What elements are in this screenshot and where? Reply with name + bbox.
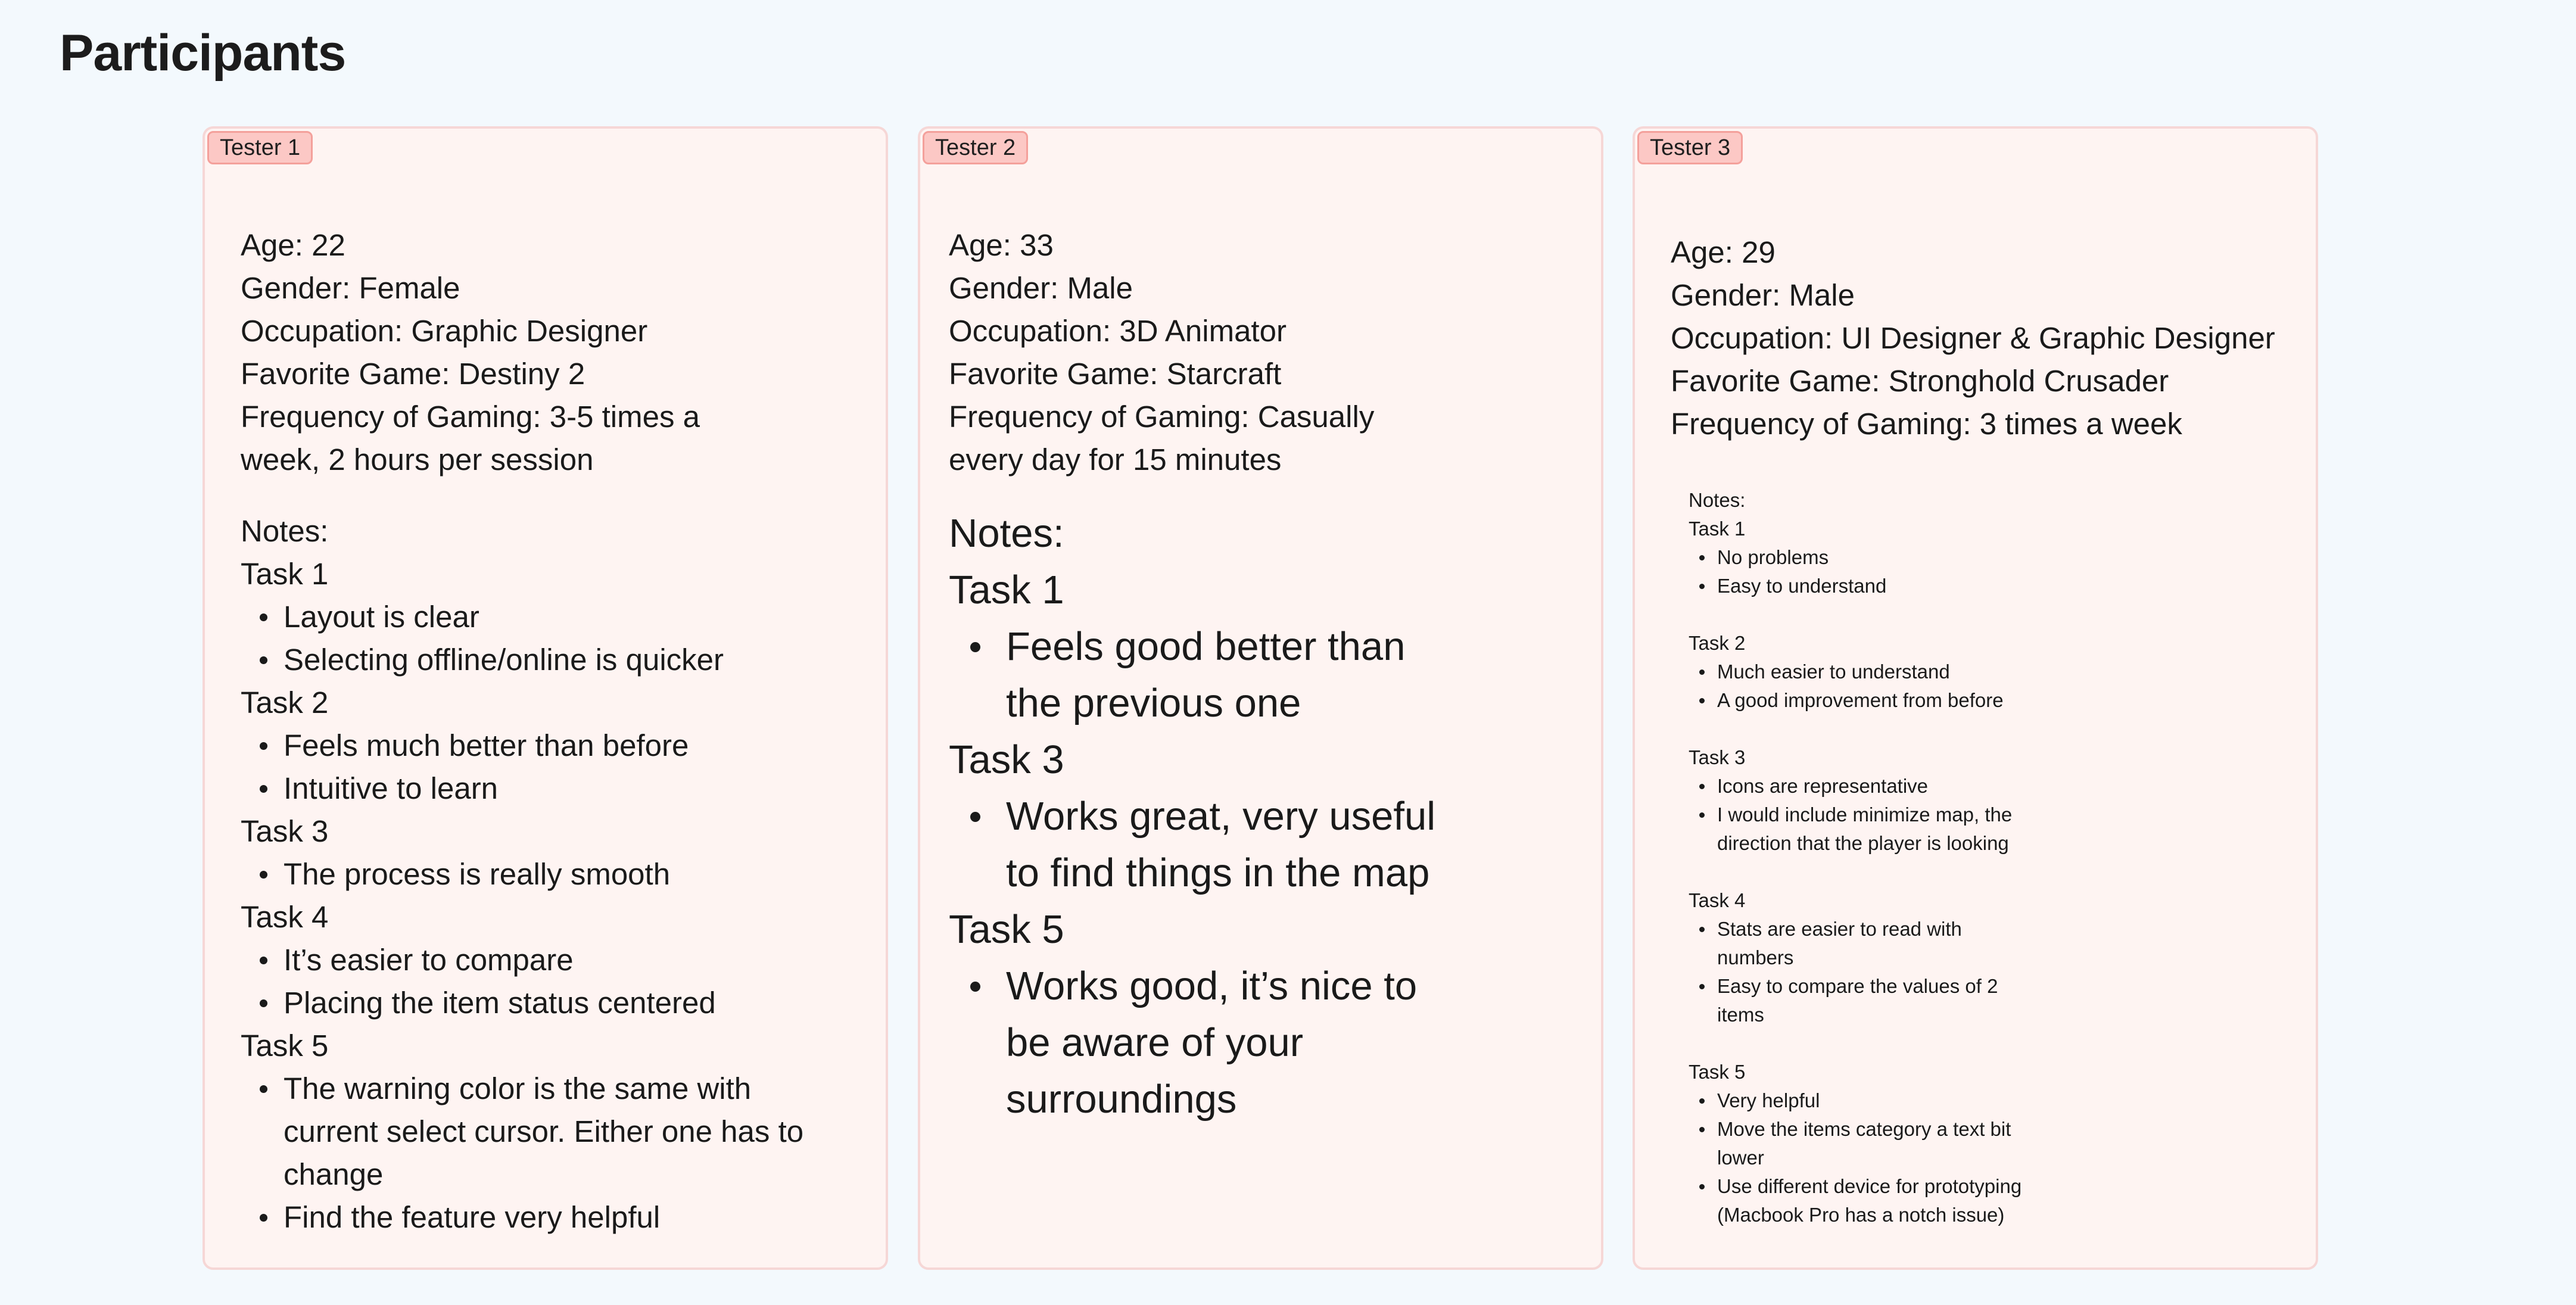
- notes-section: [1689, 486, 2021, 1229]
- task-title: Task 2: [241, 686, 329, 720]
- list-item: Intuitive to learn: [241, 767, 803, 810]
- task-items: [241, 853, 803, 896]
- list-item: Move the items category a text bit lower: [1689, 1115, 2021, 1172]
- tester-tag: Tester 1: [207, 131, 313, 164]
- list-item: Selecting offline/online is quicker: [241, 639, 803, 681]
- tester-tag: Tester 3: [1637, 131, 1743, 164]
- list-item: A good improvement from before: [1689, 686, 2021, 715]
- list-item: Use different device for prototyping (Macbook Pro has a notch issue): [1689, 1172, 2021, 1229]
- info-frequency: Frequency of Gaming: 3-5 times a: [241, 400, 700, 434]
- info-occupation: Occupation: Graphic Designer: [241, 314, 648, 348]
- list-item: Feels much better than before: [241, 724, 803, 767]
- list-item: Placing the item status centered: [241, 982, 803, 1024]
- list-item: Easy to compare the values of 2 items: [1689, 972, 2021, 1029]
- task-title: Task 1: [1689, 518, 1746, 540]
- list-item: It’s easier to compare: [241, 939, 803, 982]
- list-item: Works good, it’s nice to be aware of your surroundings: [949, 958, 1435, 1128]
- info-occupation: Occupation: UI Designer & Graphic Designer: [1671, 321, 2275, 355]
- task-title: Task 4: [1689, 889, 1746, 911]
- task-items: [1689, 658, 2021, 715]
- info-favorite-game: Favorite Game: Stronghold Crusader: [1671, 364, 2169, 398]
- task-items: [241, 724, 803, 810]
- info-favorite-game: Favorite Game: Destiny 2: [241, 357, 585, 391]
- task-items: [949, 618, 1435, 731]
- info-age: Age: 29: [1671, 235, 1776, 269]
- page-title: Participants: [60, 24, 346, 82]
- task-title: Task 5: [949, 907, 1064, 952]
- list-item: Stats are easier to read with numbers: [1689, 915, 2021, 972]
- tester-card-3: [1633, 126, 2318, 1270]
- participant-info: [241, 224, 700, 481]
- task-group: [1689, 886, 2021, 1029]
- info-frequency: every day for 15 minutes: [949, 443, 1282, 476]
- task-items: [1689, 543, 2021, 600]
- task-title: Task 1: [949, 568, 1064, 612]
- participant-info: [1671, 231, 2275, 446]
- task-title: Task 2: [1689, 632, 1746, 654]
- task-items: [241, 939, 803, 1024]
- tester-card-1: [203, 126, 888, 1270]
- info-frequency: Frequency of Gaming: Casually: [949, 400, 1375, 434]
- task-title: Task 4: [241, 900, 329, 934]
- task-items: [241, 1067, 803, 1239]
- task-items: [241, 596, 803, 681]
- task-title: Task 5: [1689, 1061, 1746, 1083]
- task-title: Task 5: [241, 1029, 329, 1063]
- list-item: No problems: [1689, 543, 2021, 572]
- task-group: [1689, 743, 2021, 858]
- list-item: I would include minimize map, the direction that the player is looking: [1689, 801, 2021, 858]
- task-title: Task 3: [241, 814, 329, 848]
- info-gender: Gender: Male: [949, 271, 1133, 305]
- participant-info: [949, 224, 1374, 481]
- info-favorite-game: Favorite Game: Starcraft: [949, 357, 1282, 391]
- notes-label: Notes:: [241, 514, 329, 548]
- info-age: Age: 33: [949, 228, 1054, 262]
- list-item: Easy to understand: [1689, 572, 2021, 600]
- task-title: Task 3: [949, 737, 1064, 782]
- list-item: The warning color is the same with current select cursor. Either one has to change: [241, 1067, 803, 1196]
- task-title: Task 3: [1689, 746, 1746, 768]
- list-item: Layout is clear: [241, 596, 803, 639]
- task-items: [949, 788, 1435, 901]
- list-item: Much easier to understand: [1689, 658, 2021, 686]
- tester-card-2: [918, 126, 1603, 1270]
- list-item: The process is really smooth: [241, 853, 803, 896]
- list-item: Feels good better than the previous one: [949, 618, 1435, 731]
- notes-section: [949, 505, 1435, 1128]
- notes-label: Notes:: [949, 511, 1064, 556]
- info-age: Age: 22: [241, 228, 345, 262]
- tester-tag: Tester 2: [923, 131, 1028, 164]
- task-items: [1689, 915, 2021, 1029]
- info-frequency: Frequency of Gaming: 3 times a week: [1671, 407, 2182, 441]
- list-item: Very helpful: [1689, 1086, 2021, 1115]
- notes-section: [241, 510, 803, 1239]
- task-items: [1689, 1086, 2021, 1229]
- info-occupation: Occupation: 3D Animator: [949, 314, 1287, 348]
- list-item: Find the feature very helpful: [241, 1196, 803, 1239]
- info-gender: Gender: Male: [1671, 278, 1855, 312]
- info-gender: Gender: Female: [241, 271, 460, 305]
- task-items: [949, 958, 1435, 1128]
- notes-label: Notes:: [1689, 489, 1746, 511]
- list-item: Icons are representative: [1689, 772, 2021, 801]
- list-item: Works great, very useful to find things in the map: [949, 788, 1435, 901]
- info-frequency: week, 2 hours per session: [241, 443, 594, 476]
- task-title: Task 1: [241, 557, 329, 591]
- task-group: [1689, 629, 2021, 715]
- task-group: [1689, 1058, 2021, 1229]
- task-items: [1689, 772, 2021, 858]
- task-group: [1689, 515, 2021, 600]
